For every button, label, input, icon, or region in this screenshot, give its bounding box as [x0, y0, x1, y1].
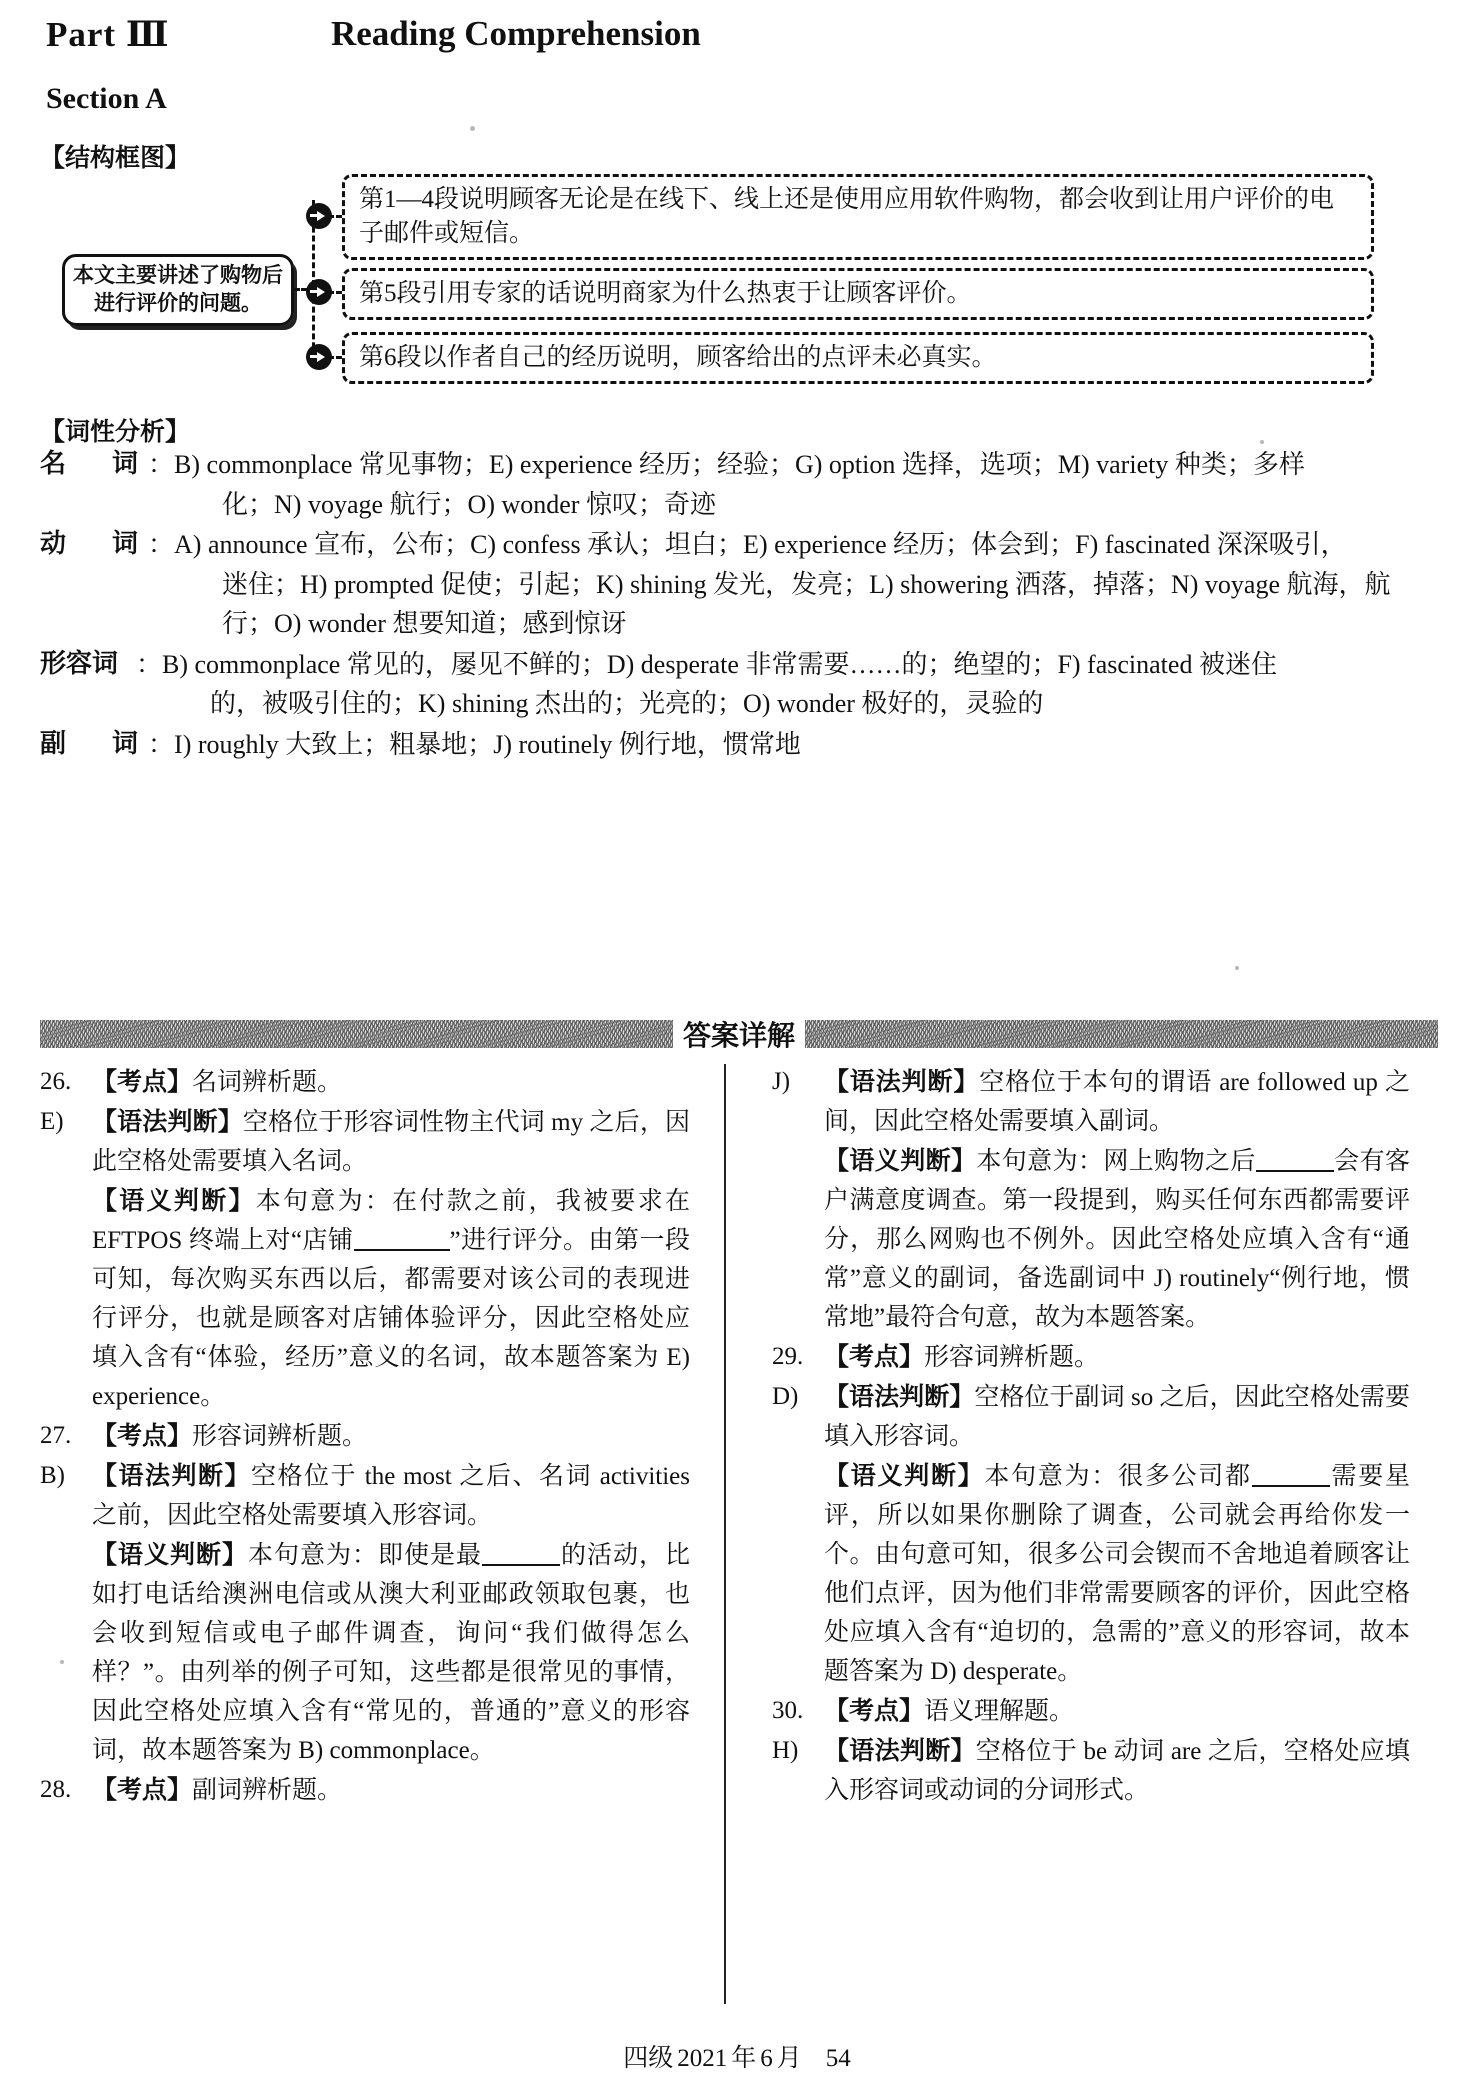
- answer-key: 29.: [772, 1343, 804, 1370]
- pos-row-label: 形容词: [40, 648, 119, 679]
- pos-row-line: B) commonplace 常见的，屡见不鲜的；D) desperate 非常需要……的；绝望的；F) fascinated 被迷住: [162, 649, 1277, 679]
- answer-explanation-28: [772, 1062, 1410, 1337]
- structure-diagram: [40, 168, 1440, 403]
- answer-key: J): [772, 1068, 791, 1095]
- semantic-tag: 【语义判断】: [92, 1186, 256, 1215]
- pos-row-body: [174, 525, 1440, 644]
- grammar-text: 空格位于 be 动词 are 之后，空格处应填入形容词或动词的分词形式。: [824, 1738, 1410, 1804]
- pos-row-label: 副 词: [40, 728, 149, 759]
- semantic-text-b: 需要星评，所以如果你删除了调查，公司就会再给你发一个。由句意可知，很多公司会锲而不舍地追着顾客让他们点评，因为他们非常需要顾客的评价，因此空格处应填入含有“迫切的，急需的”意义的形容词，故本题答案为 D) desperate。: [824, 1463, 1410, 1685]
- scan-speckle: [1260, 440, 1264, 444]
- fill-blank: [354, 1249, 450, 1251]
- diagram-branch-text: 第1—4段说明顾客无论是在线下、线上还是使用应用软件购物，都会收到让用户评价的电子邮件或短信。: [359, 185, 1335, 247]
- answer-explanation-26: [40, 1102, 690, 1416]
- pos-row-colon: ：: [136, 649, 163, 679]
- answer-body: [92, 1102, 690, 1416]
- structure-diagram-heading: 【结构框图】: [40, 143, 191, 172]
- answer-tag: 【考点】: [92, 1775, 193, 1804]
- pos-row-line: A) announce 宣布，公布；C) confess 承认；坦白；E) experience 经历；体会到；F) fascinated 深深吸引，: [174, 530, 1347, 560]
- answer-key: H): [772, 1737, 799, 1764]
- pos-row-body: [162, 645, 1440, 724]
- fill-blank: [482, 1564, 560, 1566]
- page-title: Reading Comprehension: [331, 14, 701, 53]
- answers-banner: [40, 1018, 1438, 1050]
- answer-body: [824, 1337, 1410, 1377]
- grammar-tag: 【语法判断】: [824, 1382, 975, 1411]
- pos-row-line: B) commonplace 常见事物；E) experience 经历；经验；G) option 选择，选项；M) variety 种类；多样: [174, 450, 1305, 479]
- footer-month-unit: 月: [776, 2045, 802, 2072]
- fill-blank: [1252, 1485, 1330, 1487]
- pos-row-body: [174, 725, 1440, 765]
- grammar-text: 空格位于副词 so 之后，因此空格处需要填入形容词。: [824, 1384, 1410, 1450]
- semantic-text-b: 会有客户满意度调查。第一段提到，购买任何东西都需要评分，那么网购也不例外。因此空格处应填入含有“通常”意义的副词，备选副词中 J) routinely“例行地，惯常地”最符合句意，故为本题答案。: [824, 1148, 1410, 1331]
- grammar-tag: 【语法判断】: [824, 1736, 976, 1765]
- pos-row-line: 的，被吸引住的；K) shining 杰出的；光亮的；O) wonder 极好的，灵验的: [210, 689, 1044, 719]
- answer-tag: 【考点】: [824, 1342, 925, 1371]
- page-footer: [0, 2038, 1474, 2074]
- semantic-paragraph: [92, 1181, 690, 1416]
- answer-key: B): [40, 1462, 65, 1489]
- semantic-text-a: 本句意为：即使是最: [248, 1542, 482, 1569]
- grammar-tag: 【语法判断】: [824, 1067, 980, 1096]
- banner-texture-right: [805, 1020, 1438, 1048]
- pos-row-body: [174, 445, 1440, 524]
- column-divider: [724, 1064, 726, 2004]
- pos-row-label: 名 词: [40, 449, 149, 479]
- grammar-text: 空格位于本句的谓语 are followed up 之间，因此空格处需要填入副词。: [824, 1069, 1410, 1135]
- answers-columns: [40, 1062, 1440, 2012]
- answer-text: 副词辨析题。: [192, 1777, 343, 1804]
- semantic-paragraph: [824, 1141, 1410, 1337]
- answer-key: D): [772, 1383, 799, 1410]
- semantic-text-b: 的活动，比如打电话给澳洲电信或从澳大利亚邮政领取包裹，也会收到短信或电子邮件调查，询问“我们做得怎么样？”。由列举的例子可知，这些都是很常见的事情，因此空格处应填入含有“常见的，普通的”意义的形容词，故本题答案为 B) commonplace。: [92, 1542, 690, 1764]
- answer-tag: 【考点】: [824, 1696, 925, 1725]
- grammar-tag: 【语法判断】: [92, 1461, 252, 1490]
- semantic-tag: 【语义判断】: [824, 1461, 985, 1490]
- pos-row-colon: ：: [148, 729, 175, 759]
- grammar-text: 空格位于形容词性物主代词 my 之后，因此空格处需要填入名词。: [92, 1109, 690, 1175]
- answer-question-30: [772, 1691, 1410, 1731]
- pos-row-adjective: [40, 645, 1440, 724]
- answer-key: E): [40, 1108, 64, 1135]
- grammar-text: 空格位于 the most 之后、名词 activities 之前，因此空格处需要填入形容词。: [92, 1463, 690, 1529]
- footer-year-unit: 年: [731, 2045, 757, 2072]
- pos-row-label: 动 词: [40, 529, 149, 560]
- answer-question-28: [40, 1770, 690, 1810]
- pos-row-line: I) roughly 大致上；粗暴地；J) routinely 例行地，惯常地: [174, 729, 801, 759]
- scan-speckle: [60, 1660, 64, 1664]
- semantic-paragraph: [92, 1535, 690, 1770]
- answer-key: 30.: [772, 1697, 804, 1724]
- semantic-tag: 【语义判断】: [824, 1146, 977, 1175]
- semantic-text-b: ”进行评分。由第一段可知，每次购买东西以后，都需要对该公司的表现进行评分，也就是顾客对店铺体验评分，因此空格处应填入含有“体验，经历”意义的名词，故本题答案为 E) experience。: [92, 1227, 690, 1410]
- pos-row-noun: [40, 445, 1440, 524]
- diagram-branch-box: [342, 174, 1374, 260]
- diagram-branch-text: 第6段以作者自己的经历说明，顾客给出的点评未必真实。: [359, 343, 997, 371]
- grammar-tag: 【语法判断】: [92, 1107, 243, 1136]
- answer-text: 语义理解题。: [924, 1698, 1075, 1725]
- answer-question-29: [772, 1337, 1410, 1377]
- semantic-text-a: 本句意为：很多公司都: [984, 1463, 1252, 1490]
- answer-body: [824, 1731, 1410, 1810]
- footer-year: 2021: [677, 2045, 728, 2072]
- diagram-branch-box: [342, 268, 1374, 320]
- answer-body: [824, 1377, 1410, 1691]
- answer-key: 28.: [40, 1776, 72, 1803]
- scan-speckle: [470, 126, 475, 131]
- answer-body: [92, 1456, 690, 1770]
- diagram-branch-box: [342, 332, 1374, 384]
- answer-body: [824, 1691, 1410, 1731]
- answer-text: 形容词辨析题。: [192, 1423, 368, 1450]
- footer-page-number: 54: [825, 2045, 851, 2072]
- answer-tag: 【考点】: [92, 1421, 193, 1450]
- footer-month: 6: [760, 2045, 773, 2072]
- arrow-icon: [306, 279, 332, 305]
- answers-left-column: [40, 1062, 712, 2012]
- pos-row-line: 行；O) wonder 想要知道；感到惊讶: [222, 609, 627, 639]
- diagram-main-box: [62, 254, 294, 326]
- pos-row-colon: ：: [148, 530, 175, 560]
- pos-row-adverb: [40, 725, 1440, 765]
- arrow-icon: [306, 344, 332, 370]
- diagram-main-box-label: 本文主要讲述了购物后进行评价的问题。: [73, 263, 283, 315]
- semantic-text-a: 本句意为：网上购物之后: [976, 1148, 1256, 1175]
- page-header: [46, 14, 1436, 66]
- answer-question-26: [40, 1062, 690, 1102]
- diagram-branch-text: 第5段引用专家的话说明商家为什么热衷于让顾客评价。: [359, 279, 972, 307]
- part-label: Part Ⅲ: [46, 15, 170, 54]
- answer-text: 名词辨析题。: [192, 1069, 343, 1096]
- pos-row-colon: ：: [148, 450, 175, 479]
- answer-body: [92, 1770, 690, 1810]
- answer-body: [92, 1416, 690, 1456]
- pos-row-line: 迷住；H) prompted 促使；引起；K) shining 发光，发亮；L) showering 洒落，掉落；N) voyage 航海，航: [222, 569, 1391, 599]
- pos-row-verb: [40, 525, 1440, 644]
- answers-banner-title: 答案详解: [673, 1014, 805, 1054]
- pos-row-line: 化；N) voyage 航行；O) wonder 惊叹；奇迹: [222, 489, 716, 519]
- pos-analysis-heading: 【词性分析】: [40, 417, 191, 446]
- answer-tag: 【考点】: [92, 1067, 193, 1096]
- scan-speckle: [1235, 966, 1239, 970]
- answer-explanation-30: [772, 1731, 1410, 1810]
- pos-analysis-list: [40, 445, 1440, 765]
- semantic-tag: 【语义判断】: [92, 1540, 248, 1569]
- section-label: Section A: [46, 82, 167, 115]
- answer-key: 26.: [40, 1068, 72, 1095]
- answer-key: 27.: [40, 1422, 72, 1449]
- semantic-text-a: 本句意为：在付款之前，我被要求在 EFTPOS 终端上对“店铺: [92, 1188, 690, 1254]
- fill-blank: [1256, 1170, 1334, 1172]
- arrow-icon: [306, 203, 332, 229]
- answer-explanation-29: [772, 1377, 1410, 1691]
- answer-explanation-27: [40, 1456, 690, 1770]
- answer-text: 形容词辨析题。: [924, 1344, 1100, 1371]
- semantic-paragraph: [824, 1456, 1410, 1691]
- answer-question-27: [40, 1416, 690, 1456]
- answers-right-column: [738, 1062, 1410, 2012]
- answer-body: [92, 1062, 690, 1102]
- banner-texture-left: [40, 1020, 673, 1048]
- footer-level: 四级: [623, 2045, 674, 2072]
- answer-body: [824, 1062, 1410, 1337]
